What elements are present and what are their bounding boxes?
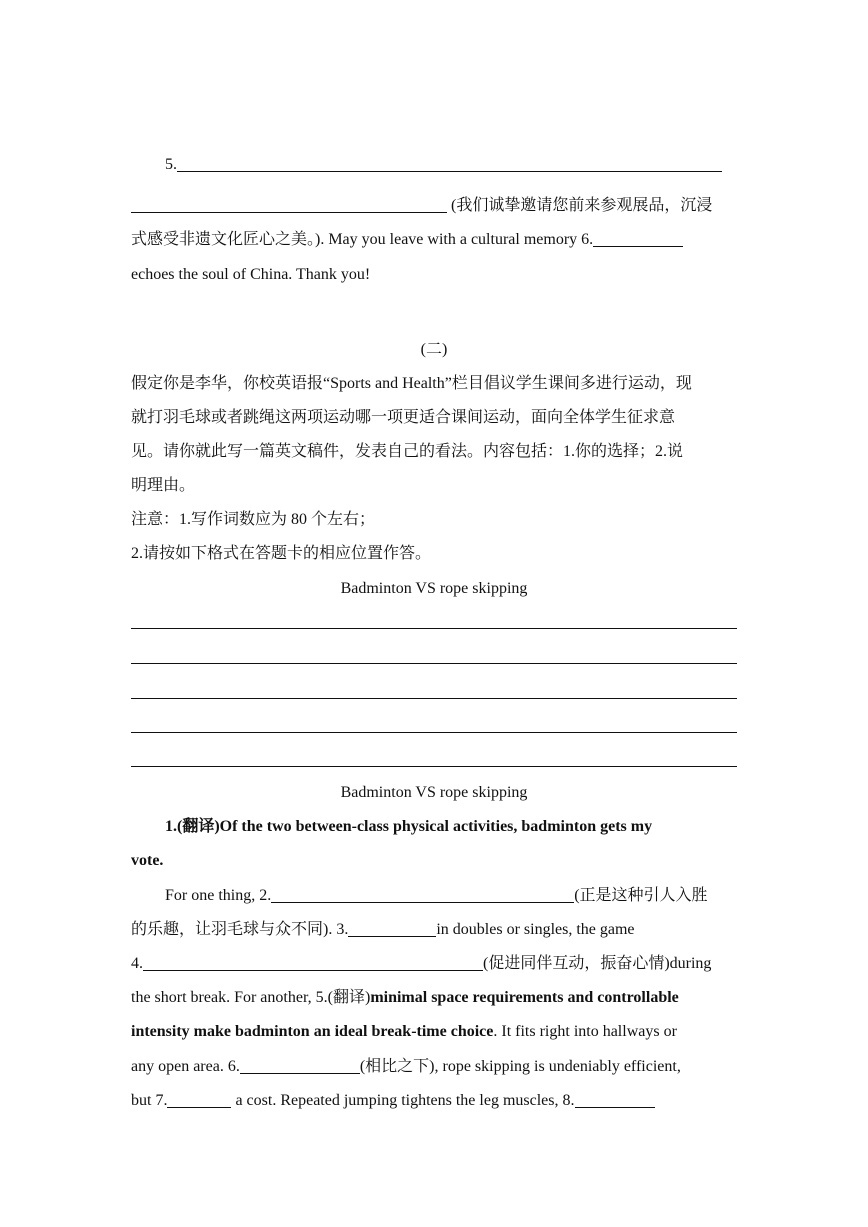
- essay-line-6-start: the short break. For another, 5.(翻译): [131, 989, 371, 1006]
- prompt-line-1: 假定你是李华，你校英语报“Sports and Health”栏目倡议学生课间多进行运动，现: [131, 375, 692, 392]
- essay-line-9: [131, 1090, 737, 1112]
- answer-blank-2[interactable]: [271, 886, 574, 903]
- prompt-line-2: 就打羽毛球或者跳绳这两项运动哪一项更适合课间运动，面向全体学生征求意: [131, 409, 676, 426]
- answer-blank-6b[interactable]: [240, 1057, 360, 1074]
- essay-line-7: [131, 1021, 737, 1043]
- note-2: 2.请按如下格式在答题卡的相应位置作答。: [131, 545, 432, 562]
- item-6-line: [131, 229, 737, 251]
- essay-line-9-mid: a cost. Repeated jumping tightens the leg muscles, 8.: [231, 1092, 575, 1109]
- essay-line-1: 1.(翻译)Of the two between-class physical activities, badminton gets my: [165, 818, 653, 835]
- essay-line-5: [131, 953, 737, 975]
- answer-blank-4[interactable]: [143, 954, 483, 971]
- writing-line-4[interactable]: [131, 732, 737, 733]
- writing-line-2[interactable]: [131, 663, 737, 664]
- essay-line-7-end: . It fits right into hallways or: [493, 1023, 677, 1040]
- essay-line-5-end: (促进同伴互动，振奋心情)during: [483, 955, 712, 972]
- essay-line-6: [131, 987, 737, 1009]
- essay-line-3-end: (正是这种引人入胜: [574, 887, 708, 904]
- answer-blank-7[interactable]: [167, 1091, 231, 1108]
- essay-line-8: [131, 1056, 737, 1078]
- item-5-number: 5.: [165, 156, 177, 173]
- section-heading: (二): [420, 341, 448, 358]
- prompt-line-4: 明理由。: [131, 477, 196, 494]
- essay-line-8-end: (相比之下), rope skipping is undeniably efficient,: [359, 1058, 681, 1075]
- essay-line-7-bold: intensity make badminton an ideal break-time choice: [131, 1023, 494, 1040]
- answer-blank-8[interactable]: [575, 1091, 655, 1108]
- item-5-line: [165, 154, 737, 176]
- item-6-text: 式感受非遗文化匠心之美。). May you leave with a cultural memory 6.: [131, 231, 594, 248]
- writing-title: Badminton VS rope skipping: [340, 580, 528, 597]
- essay-line-4-end: in doubles or singles, the game: [436, 921, 635, 938]
- writing-line-3[interactable]: [131, 698, 737, 699]
- essay-line-4: [131, 919, 737, 941]
- answer-blank-5-cont[interactable]: [131, 196, 447, 213]
- writing-line-1[interactable]: [131, 628, 737, 629]
- answer-blank-5[interactable]: [177, 155, 722, 172]
- item-5-continuation: [131, 195, 737, 217]
- essay-line-2: vote.: [131, 852, 164, 869]
- essay-line-5-start: 4.: [131, 955, 143, 972]
- essay-line-4-start: 的乐趣，让羽毛球与众不同). 3.: [131, 921, 349, 938]
- note-1: 注意：1.写作词数应为 80 个左右；: [131, 511, 376, 528]
- answer-blank-3[interactable]: [348, 920, 436, 937]
- closing-line: [131, 264, 737, 286]
- writing-line-5[interactable]: [131, 766, 737, 767]
- essay-line-8-start: any open area. 6.: [131, 1058, 240, 1075]
- essay-title: Badminton VS rope skipping: [340, 784, 528, 801]
- item-5-chinese-text: (我们诚挚邀请您前来参观展品，沉浸: [451, 197, 713, 214]
- prompt-line-3: 见。请你就此写一篇英文稿件，发表自己的看法。内容包括：1.你的选择；2.说: [131, 443, 684, 460]
- answer-blank-6[interactable]: [593, 230, 683, 247]
- essay-line-3-start: For one thing, 2.: [165, 887, 272, 904]
- closing-text: echoes the soul of China. Thank you!: [131, 266, 371, 283]
- essay-line-3: [165, 885, 737, 907]
- essay-line-9-start: but 7.: [131, 1092, 168, 1109]
- essay-line-6-bold: minimal space requirements and controllable: [370, 989, 679, 1006]
